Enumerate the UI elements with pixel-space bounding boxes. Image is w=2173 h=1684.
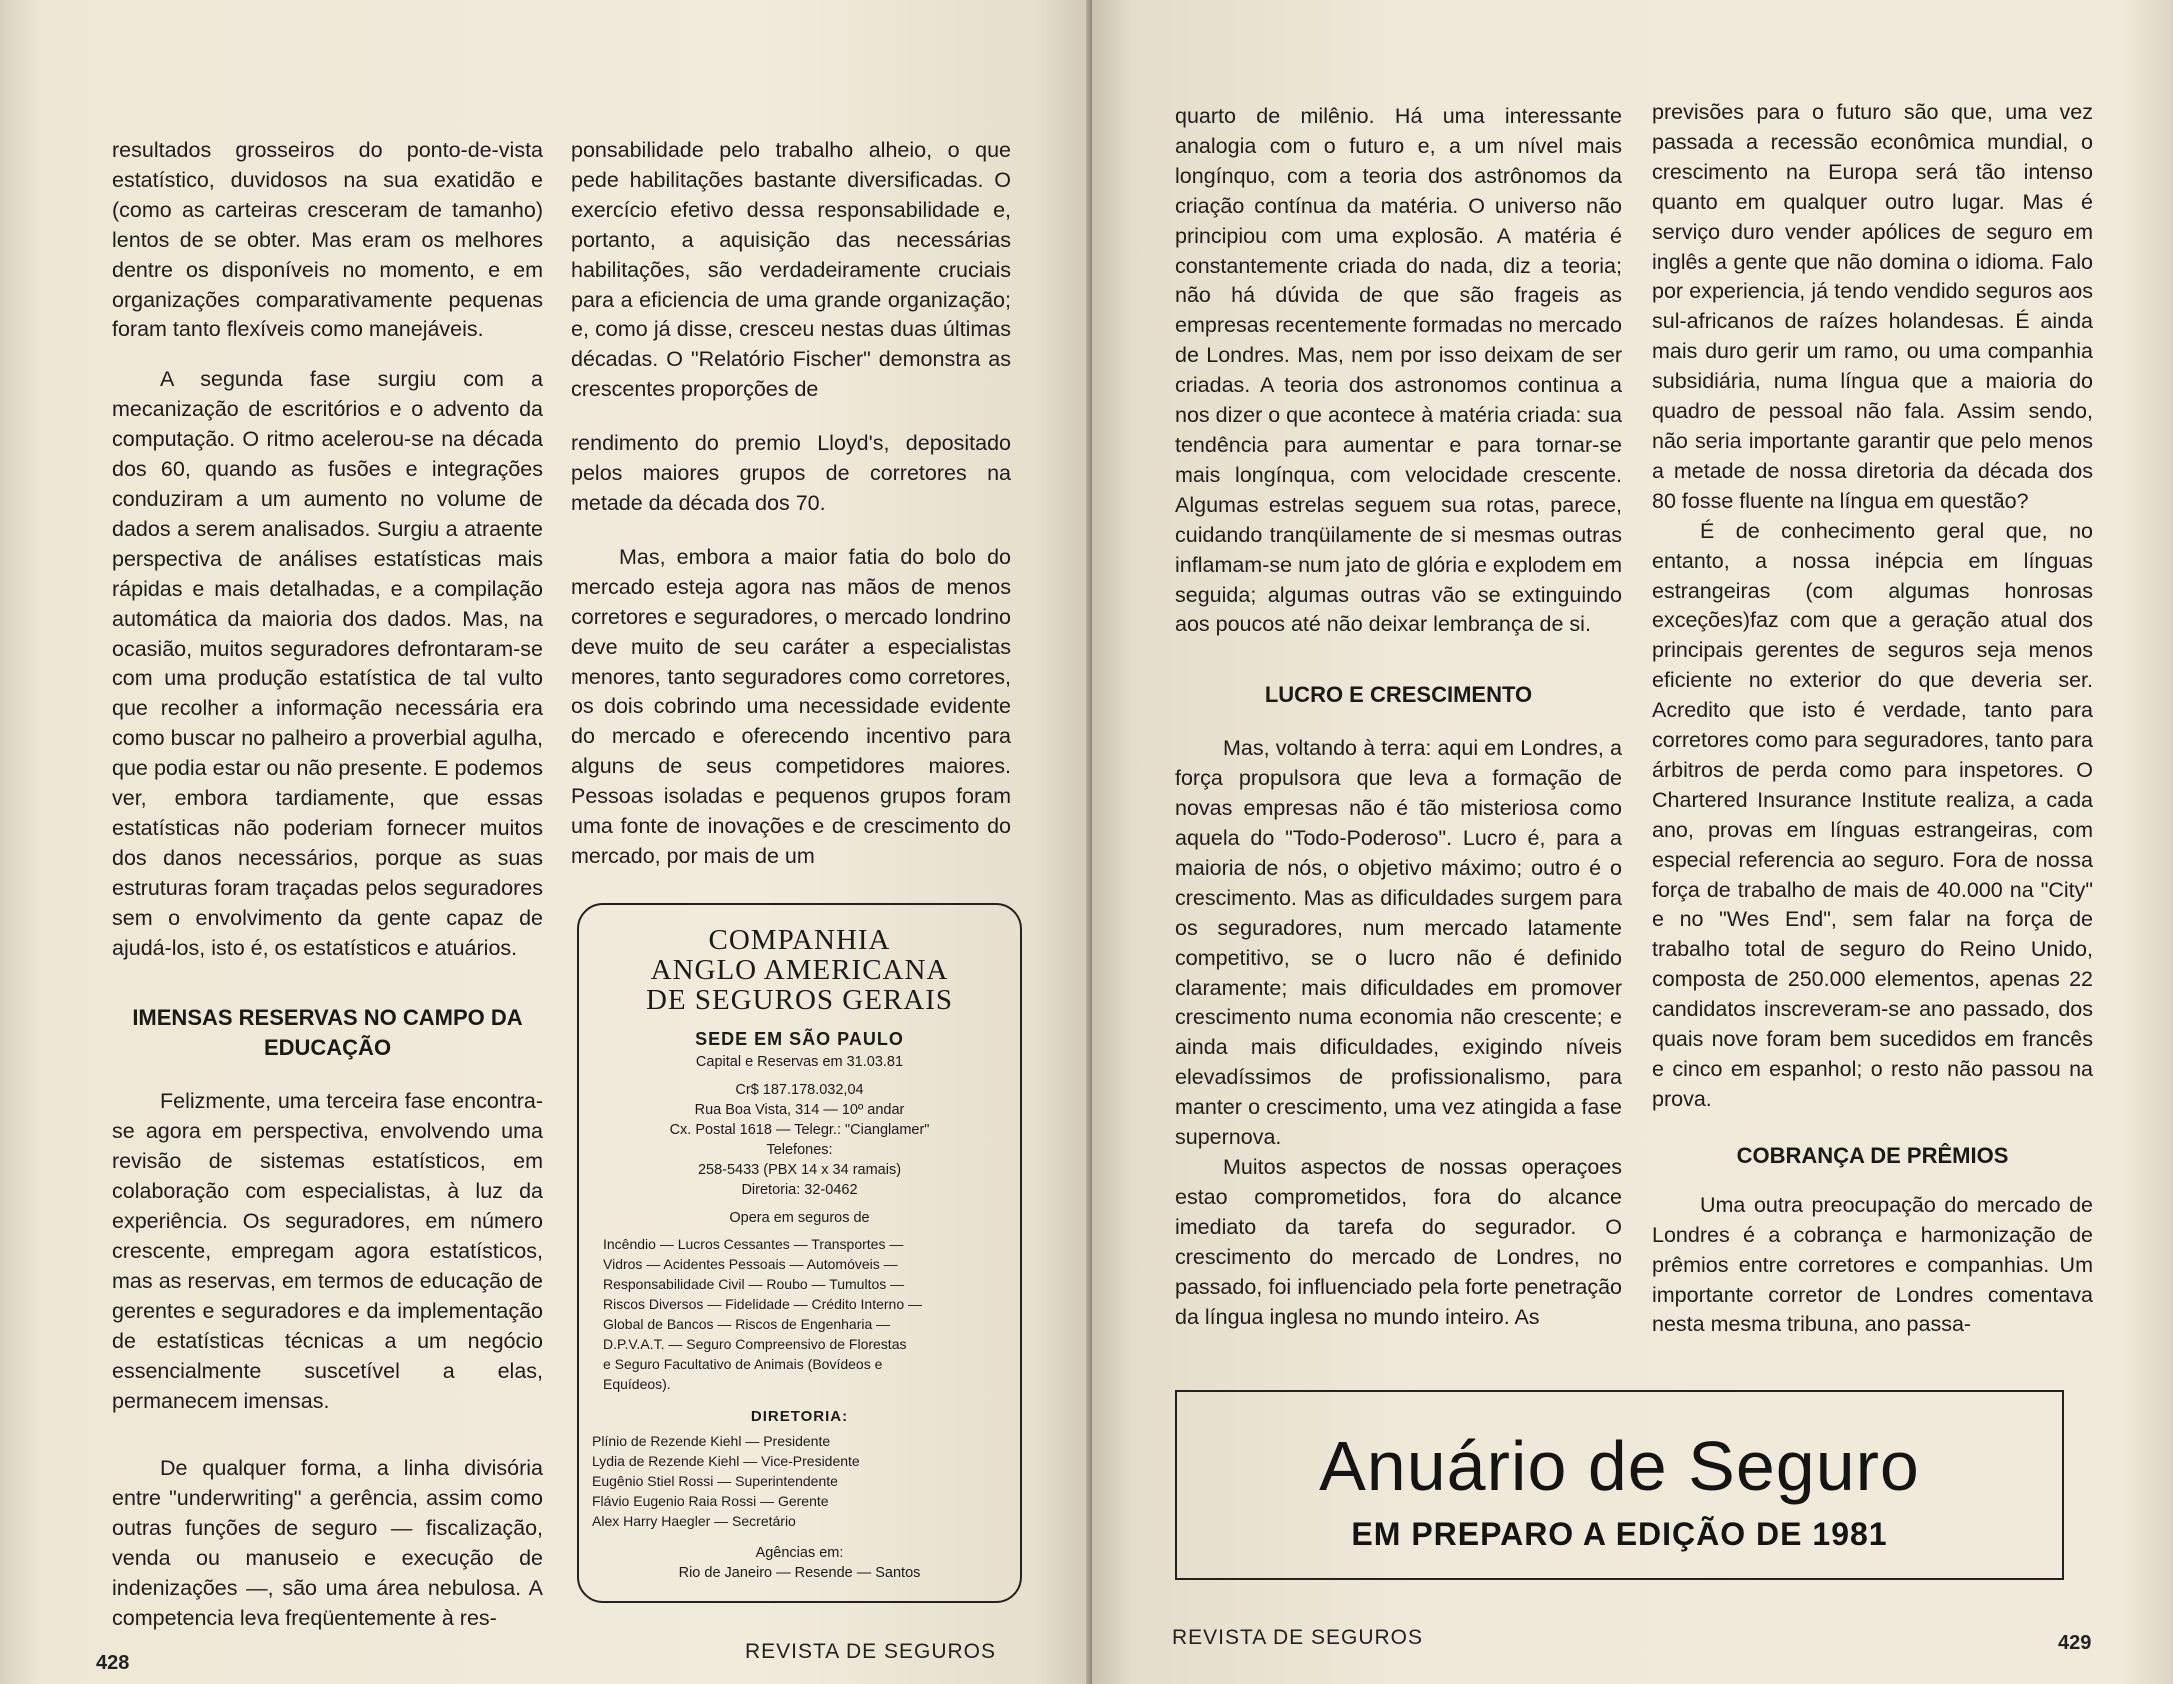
paragraph: Mas, voltando à terra: aqui em Londres, a força propulsora que leva a formação de novas empresas não é tão misteriosa como aquela do "Todo-Poderoso". Lucro é, para a maioria de nós, o objetivo máximo; outro é o crescimento. Mas as dificuldades surgem para os seguradores, num mercado latamente competitivo, se o lucro não é definido claramente; mais dificuldades em promover crescimento numa economia não crescente; e ainda mais dificuldades, exigindo níveis elevadíssimos de profissionalismo, para manter o crescimento, uma vez atingida a fase supernova. bbox=[1175, 736, 1622, 1150]
ad-opera: Opera em seguros de bbox=[729, 1210, 870, 1226]
right-column-1 bbox=[1175, 102, 1622, 1332]
page-number: 428 bbox=[96, 1652, 130, 1674]
paragraph: rendimento do premio Lloyd's, depositado pelos maiores grupos de corretores na metade da década dos 70. bbox=[571, 431, 1011, 515]
section-heading: LUCRO E CRESCIMENTO bbox=[1264, 682, 1533, 708]
paragraph: A segunda fase surgiu com a mecanização de escritórios e o advento da computação. O ritmo acelerou-se na década dos 60, quando as fusões e integrações conduziram a um aumento no volume de dados a serem analisados. Surgiu a atraente perspectiva de análises estatísticas mais rápidas e mais detalhadas, e a compilação automática da maioria dos dados. Mas, na ocasião, muitos seguradores defrontaram-se com uma produção estatística de tal vulto que recolher a informação necessária era como buscar no palheiro a proverbial agulha, que podia estar ou não presente. E podemos ver, embora tardiamente, que essas estatísticas não poderiam fornecer muitos dos danos necessários, porque as suas estruturas foram traçadas pelos seguradores sem o envolvimento da gente capaz de ajudá-los, isto é, os estatísticos e atuários. bbox=[112, 367, 543, 960]
paragraph: Uma outra preocupação do mercado de Londres é a cobrança e harmonização de prêmios entre corretores e companhias. Um importante corretor de Londres comentava nesta mesma tribuna, ano passa- bbox=[1652, 1192, 2093, 1337]
ad-company-name: COMPANHIA ANGLO AMERICANA DE SEGUROS GERAIS bbox=[645, 924, 954, 1016]
paragraph: Mas, embora a maior fatia do bolo do mercado esteja agora nas mãos de menos corretores e seguradores, o mercado londrino deve muito de seu caráter a especialistas menores, tanto seguradores como corretores, os dois cobrindo uma necessidade evidente do mercado e oferecendo incentivo para alguns de seus competidores maiores. Pessoas isoladas e pequenos grupos foram uma fonte de inovações e de crescimento do mercado, por mais de um bbox=[571, 544, 1011, 868]
ad-agencias-label: Agências em: bbox=[755, 1545, 844, 1561]
list-item: Responsabilidade Civil — Roubo — Tumultos — bbox=[603, 1276, 905, 1292]
paragraph: quarto de milênio. Há uma interessante analogia com o futuro e, a um nível mais longínquo, com a teoria dos astrônomos da criação contínua da matéria. O universo não principiou com uma explosão. A matéria é constantemente criada do nada, diz a teoria; não há dúvida de que são frageis as empresas recentemente formadas no mercado de Londres. Mas, nem por isso deixam de ser criadas. A teoria dos astronomos continua a nos dizer o que acontece à matéria criada: sua tendência para aumentar e para tornar-se mais longínqua, com velocidade crescente. Algumas estrelas seguem sua rotas, parece, cuidando tranqüilamente de si mesmas outras inflamam-se num jato de glória e explodem em seguida; algumas outras vão se extinguindo aos poucos até não deixar lembrança de si. bbox=[1175, 104, 1622, 637]
ad-address: Rua Boa Vista, 314 — 10º andar bbox=[694, 1102, 905, 1118]
list-item: Riscos Diversos — Fidelidade — Crédito Interno — bbox=[603, 1296, 923, 1312]
ad-sede: SEDE EM SÃO PAULO bbox=[695, 1029, 904, 1049]
list-item: D.P.V.A.T. — Seguro Compreensivo de Florestas bbox=[603, 1336, 907, 1352]
section-heading: IMENSAS RESERVAS NO CAMPO DA EDUCAÇÃO bbox=[132, 1005, 523, 1061]
list-item: Incêndio — Lucros Cessantes — Transportes — bbox=[603, 1236, 904, 1252]
running-head: REVISTA DE SEGUROS bbox=[745, 1640, 996, 1663]
section-heading: COBRANÇA DE PRÊMIOS bbox=[1736, 1142, 2009, 1168]
paragraph: Felizmente, uma terceira fase encontra-se agora em perspectiva, envolvendo uma revisão de sistemas estatísticos, em colaboração com especialistas, à luz da experiência. Os seguradores, em número crescente, empregam agora estatísticos, mas as reservas, em termos de educação de gerentes e seguradores e da implementação de estatísticas técnicas a um negócio essencialmente suscetível a elas, permanecem imensas. bbox=[112, 1089, 543, 1413]
ad-agencias: Rio de Janeiro — Resende — Santos bbox=[678, 1565, 921, 1581]
list-item: Flávio Eugenio Raia Rossi — Gerente bbox=[592, 1493, 829, 1509]
list-item: e Seguro Facultativo de Animais (Bovídeos e bbox=[603, 1356, 883, 1372]
ad-phones-label: Telefones: bbox=[766, 1142, 833, 1158]
running-head: REVISTA DE SEGUROS bbox=[1172, 1626, 1423, 1649]
paragraph: Muitos aspectos de nossas operaçoes estao comprometidos, fora do alcance imediato da tarefa do segurador. O crescimento do mercado de Londres, no passado, foi influenciado pela forte penetração da língua inglesa no mundo inteiro. As bbox=[1175, 1155, 1622, 1329]
list-item: Global de Bancos — Riscos de Engenharia — bbox=[603, 1316, 891, 1332]
anuario-title: Anuário de Seguro bbox=[1319, 1427, 1920, 1505]
list-item: Eugênio Stiel Rossi — Superintendente bbox=[592, 1473, 838, 1489]
right-page bbox=[1092, 0, 2173, 1684]
left-column-2 bbox=[571, 136, 1011, 872]
ad-phones: 258-5433 (PBX 14 x 34 ramais) bbox=[697, 1162, 902, 1178]
anuario-advertisement bbox=[1175, 1390, 2064, 1580]
list-item: Plínio de Rezende Kiehl — Presidente bbox=[592, 1433, 831, 1449]
ad-postal: Cx. Postal 1618 — Telegr.: "Cianglamer" bbox=[669, 1122, 930, 1138]
ad-diretoria-heading: DIRETORIA: bbox=[750, 1408, 849, 1425]
paragraph: É de conhecimento geral que, no entanto, a nossa inépcia em línguas estrangeiras (com algumas honrosas exceções)faz com que a geração atual dos principais gerentes de seguros seja menos eficiente no exterior do que deveria ser. Acredito que isto é verdade, tanto para corretores como para seguradores, tanto para árbitros de perda como para inspetores. O Chartered Insurance Institute realiza, a cada ano, provas em línguas estrangeiras, com especial referencia ao seguro. Fora de nossa força de trabalho de mais de 40.000 na "City" e no "Wes End", sem falar na força de trabalho total de seguro do Reino Unido, composta de 250.000 elementos, apenas 22 candidatos inscreveram-se ano passado, dos quais nove foram bem sucedidos em francês e cinco em espanhol; o resto não passou na prova. bbox=[1652, 518, 2093, 1111]
paragraph: De qualquer forma, a linha divisória entre "underwriting" a gerência, assim como outras funções de seguro — fiscalização, venda ou manuseio e execução de indenizações —, são uma área nebulosa. A competencia leva freqüentemente à res- bbox=[112, 1456, 543, 1630]
page-number: 429 bbox=[2058, 1632, 2092, 1654]
paragraph: ponsabilidade pelo trabalho alheio, o que pede habilitações bastante diversificadas. O exercício efetivo dessa responsabilidade e, portanto, a aquisição das necessárias habilitações, são verdadeiramente cruciais para a eficiencia de uma grande organização; e, como já disse, cresceu nestas duas últimas décadas. O "Relatório Fischer" demonstra as crescentes proporções de bbox=[571, 138, 1011, 402]
ad-amount: Cr$ 187.178.032,04 bbox=[735, 1082, 864, 1098]
ad-capital: Capital e Reservas em 31.03.81 bbox=[695, 1054, 904, 1070]
company-advertisement bbox=[577, 903, 1022, 1603]
ad-insurance-lines bbox=[579, 1234, 1020, 1394]
list-item: Alex Harry Haegler — Secretário bbox=[592, 1513, 796, 1529]
list-item: Vidros — Acidentes Pessoais — Automóveis — bbox=[603, 1256, 898, 1272]
ad-directors bbox=[579, 1431, 1020, 1531]
right-column-2 bbox=[1652, 98, 2093, 1340]
paragraph: previsões para o futuro são que, uma vez passada a recessão econômica mundial, o crescimento na Europa será tão intenso quanto em qualquer outro lugar. Mas é serviço duro vender apólices de seguro em inglês a gente que não domina o idioma. Falo por experiencia, já tendo vendido seguros aos sul-africanos de raízes holandesas. É ainda mais duro gerir um ramo, ou uma companhia subsidiária, numa língua que a maioria do quadro de pessoal não fala. Assim sendo, não seria importante garantir que pelo menos a metade de nossa diretoria da década dos 80 fosse fluente na língua em questão? bbox=[1652, 100, 2093, 513]
ad-diretoria-phone: Diretoria: 32-0462 bbox=[741, 1182, 858, 1198]
list-item: Equídeos). bbox=[603, 1376, 671, 1392]
list-item: Lydia de Rezende Kiehl — Vice-Presidente bbox=[592, 1453, 860, 1469]
anuario-subtitle: EM PREPARO A EDIÇÃO DE 1981 bbox=[1351, 1516, 1888, 1552]
left-column-1 bbox=[112, 136, 543, 1634]
paragraph: resultados grosseiros do ponto-de-vista estatístico, duvidosos na sua exatidão e (como as carteiras cresceram de tamanho) lentos de se obter. Mas eram os melhores dentre os disponíveis no momento, e em organizações comparativamente pequenas foram tanto flexíveis como manejáveis. bbox=[112, 138, 543, 342]
